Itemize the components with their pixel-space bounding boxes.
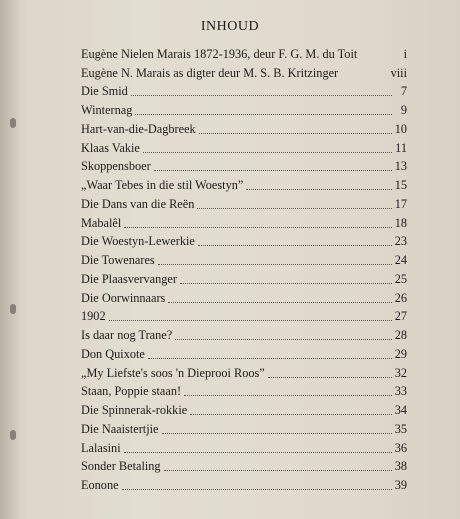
toc-entry [81, 156, 407, 175]
toc-entry-title: Die Oorwinnaars [81, 290, 166, 305]
toc-entry-title: Eugène Nielen Marais 1872-1936, deur F. G. M. du Toit [81, 46, 358, 61]
toc-entry-title: Mabalêl [81, 215, 122, 230]
toc-entry-title: „Waar Tebes in die stil Woestyn” [81, 178, 244, 192]
toc-entry [81, 43, 407, 62]
toc-page-number: 28 [394, 328, 407, 342]
toc-dot-leader [154, 170, 392, 171]
toc-entry [81, 437, 407, 456]
toc-page-number: 29 [394, 346, 407, 361]
toc-entry-title: Die Woestyn-Lewerkie [81, 234, 195, 249]
toc-entry [81, 174, 407, 193]
toc-dot-leader [180, 283, 392, 284]
toc-entry [81, 343, 407, 362]
toc-dot-leader [162, 433, 392, 434]
toc-dot-leader [184, 395, 392, 396]
toc-entry-title: Hart-van-die-Dagbreek [81, 121, 196, 136]
table-of-contents [81, 43, 407, 493]
toc-dot-leader [109, 320, 392, 321]
toc-entry [81, 399, 407, 418]
toc-page-number: 34 [394, 403, 407, 417]
toc-entry [81, 456, 407, 475]
toc-entry [81, 381, 407, 400]
toc-entry-title: Die Plaasvervanger [81, 271, 177, 286]
toc-entry-title: „My Liefste's soos 'n Dieprooi Roos” [81, 365, 265, 380]
toc-entry [81, 324, 407, 343]
toc-dot-leader [164, 470, 392, 471]
toc-dot-leader [124, 452, 392, 453]
toc-entry-title: Winternag [81, 103, 133, 117]
toc-dot-leader [135, 114, 392, 115]
toc-page-number: 39 [394, 478, 407, 492]
toc-page-number: 17 [394, 196, 407, 211]
toc-entry [81, 287, 407, 306]
toc-entry-title: Is daar nog Trane? [81, 328, 173, 342]
toc-page-number: 11 [395, 140, 407, 155]
toc-dot-leader [143, 152, 392, 153]
toc-dot-leader [122, 489, 392, 490]
toc-entry [81, 418, 407, 437]
toc-page-number: 35 [394, 421, 407, 436]
toc-page-number: 32 [394, 365, 407, 380]
toc-entry [81, 231, 407, 250]
toc-page-number: 36 [394, 440, 407, 455]
toc-entry [81, 249, 407, 268]
toc-dot-leader [175, 339, 392, 340]
toc-entry [81, 268, 407, 287]
toc-entry [81, 193, 407, 212]
toc-page-number: 33 [394, 384, 407, 399]
toc-page-number: 26 [394, 290, 407, 305]
toc-page-number: 9 [400, 103, 407, 117]
toc-entry-title: Don Quixote [81, 346, 145, 361]
toc-entry [81, 118, 407, 137]
toc-dot-leader [190, 414, 392, 415]
toc-dot-leader [199, 133, 392, 134]
toc-entry [81, 81, 407, 100]
toc-page-number: i [403, 46, 407, 61]
toc-page-number: 10 [394, 121, 407, 136]
toc-entry [81, 306, 407, 325]
toc-entry [81, 362, 407, 381]
toc-dot-leader [131, 95, 392, 96]
toc-page-number: 23 [394, 234, 407, 249]
toc-entry-title: 1902 [81, 309, 106, 324]
toc-dot-leader [158, 264, 392, 265]
toc-dot-leader [198, 245, 392, 246]
toc-dot-leader [124, 227, 391, 228]
toc-entry [81, 62, 407, 81]
binding-stitch [10, 430, 16, 440]
toc-entry [81, 137, 407, 156]
toc-dot-leader [246, 189, 391, 190]
toc-entry [81, 99, 407, 118]
toc-entry-title: Klaas Vakie [81, 140, 140, 155]
toc-dot-leader [168, 302, 391, 303]
toc-page-number: 38 [394, 459, 407, 474]
toc-page-number: 7 [400, 84, 407, 99]
binding-stitch [10, 304, 16, 314]
toc-entry-title: Eonone [81, 478, 119, 492]
toc-entry-title: Die Smid [81, 84, 128, 99]
toc-entry-title: Die Naaistertjie [81, 421, 159, 436]
toc-page-number: 18 [394, 215, 407, 230]
toc-dot-leader [148, 358, 392, 359]
toc-entry-title: Eugène N. Marais as digter deur M. S. B. Kritzinger [81, 65, 339, 80]
toc-page-number: 27 [394, 309, 407, 324]
toc-entry-title: Staan, Poppie staan! [81, 384, 182, 399]
toc-entry [81, 474, 407, 493]
toc-page-number: 25 [394, 271, 407, 286]
toc-dot-leader [268, 377, 392, 378]
toc-entry-title: Die Towenares [81, 253, 155, 267]
toc-entry-title: Lalasini [81, 440, 121, 455]
toc-entry [81, 212, 407, 231]
toc-dot-leader [197, 208, 391, 209]
toc-page-number: 15 [394, 178, 407, 192]
toc-page-number: 24 [394, 253, 407, 267]
toc-entry-title: Die Spinnerak-rokkie [81, 403, 188, 417]
toc-entry-title: Sonder Betaling [81, 459, 161, 474]
toc-page-number: 13 [394, 159, 407, 174]
page-binding [0, 0, 20, 519]
binding-stitch [10, 118, 16, 128]
toc-entry-title: Die Dans van die Reën [81, 196, 195, 211]
toc-entry-title: Skoppensboer [81, 159, 151, 174]
toc-page-number: viii [390, 65, 407, 80]
page-heading: INHOUD [200, 19, 260, 34]
